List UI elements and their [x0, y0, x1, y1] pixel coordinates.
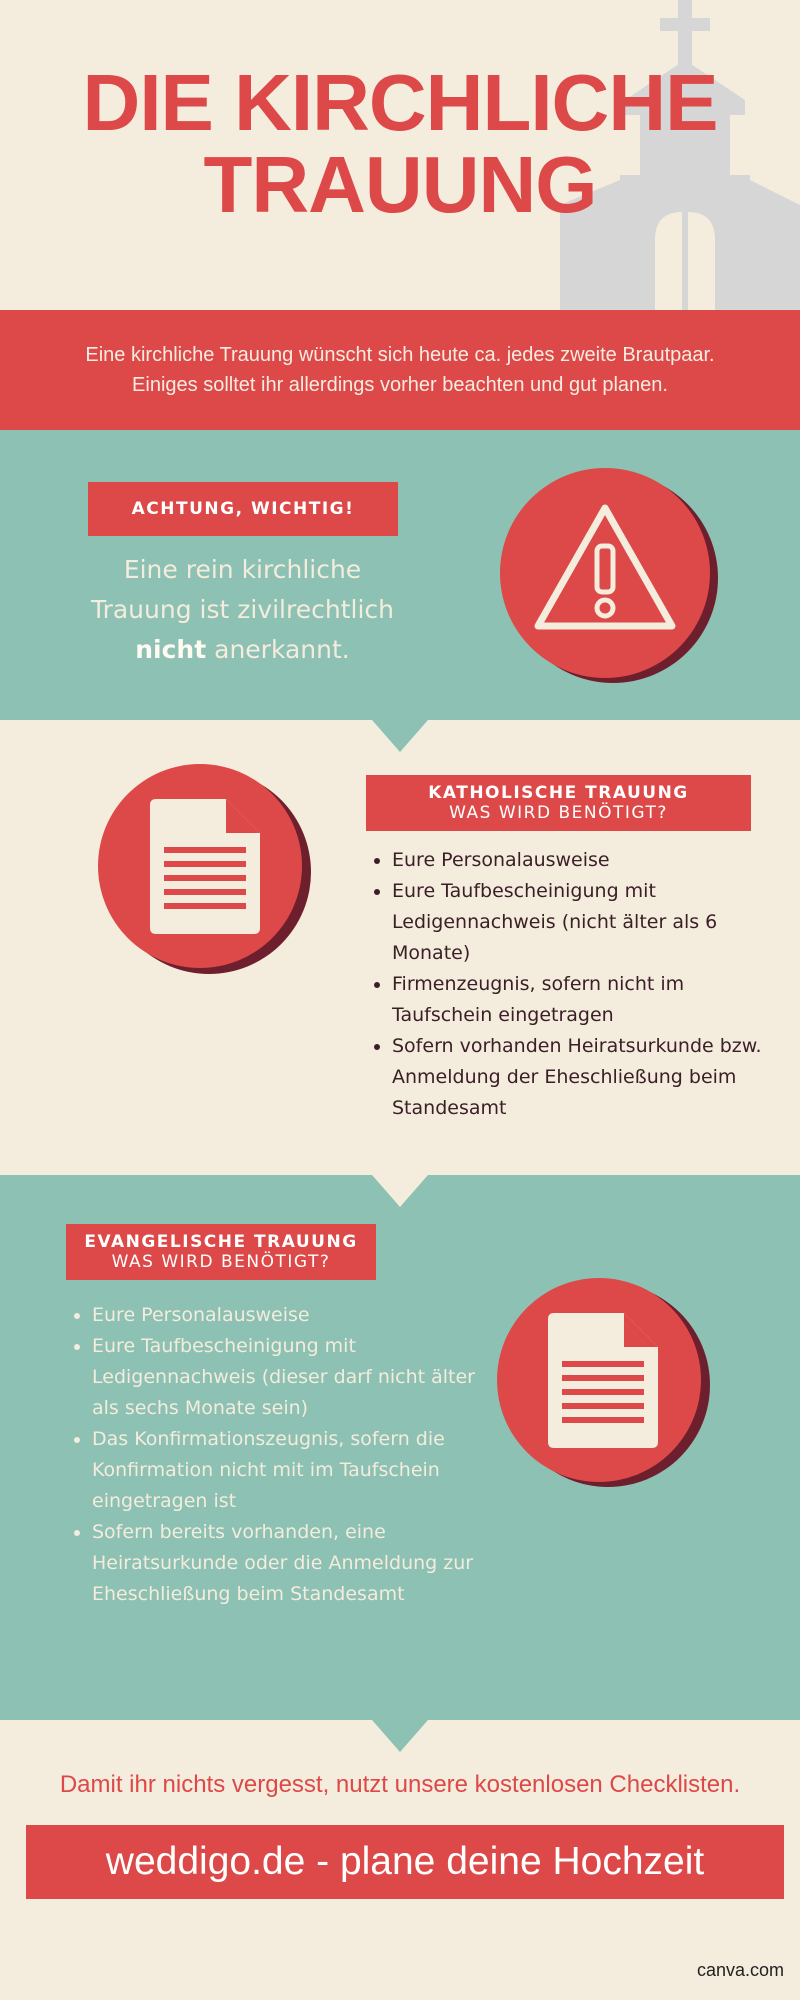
title-line-1: DIE KIRCHLICHE: [82, 58, 718, 147]
cta-link[interactable]: weddigo.de - plane deine Hochzeit: [105, 1840, 705, 1883]
list-item: • Eure Personalausweise: [392, 845, 777, 876]
checklist-text: Damit ihr nichts vergesst, nutzt unsere kostenlosen Checklisten.: [59, 1771, 741, 1798]
warning-text-bold: nicht: [135, 635, 207, 664]
list-item: • Eure Taufbescheinigung mit Ledigennachweis (dieser darf nicht älter als sechs Monate sein): [92, 1331, 477, 1424]
warning-section: [0, 430, 800, 720]
evangelical-section: [0, 1175, 800, 1720]
canva-credit: canva.com: [696, 1960, 784, 1980]
intro-band: [0, 310, 800, 430]
warning-text-before: Eine rein kirchliche Trauung ist zivilrechtlich: [90, 555, 394, 624]
list-item: • Firmenzeugnis, sofern nicht im Taufschein eingetragen: [392, 969, 777, 1031]
list-item: • Eure Personalausweise: [92, 1300, 477, 1331]
evangelical-label: [66, 1224, 376, 1280]
section-pointer-3: [372, 1720, 428, 1752]
section-pointer-2: [372, 1175, 428, 1207]
list-item: • Das Konfirmationszeugnis, sofern die Konfirmation nicht mit im Taufschein eingetragen ist: [92, 1424, 477, 1517]
title-line-2: TRAUUNG: [203, 140, 597, 229]
catholic-label-main: KATHOLISCHE TRAUUNG: [428, 783, 689, 803]
catholic-requirements-list: [370, 845, 777, 1124]
intro-text: [40, 340, 760, 400]
page-title: [0, 58, 800, 229]
document-icon: [150, 799, 260, 934]
warning-triangle-icon: [530, 498, 680, 638]
warning-text-after: anerkannt.: [214, 635, 350, 664]
intro-line-2: Einiges solltet ihr allerdings vorher beachten und gut planen.: [132, 374, 668, 396]
header: [0, 0, 800, 310]
list-item: • Sofern vorhanden Heiratsurkunde bzw. Anmeldung der Eheschließung beim Standesamt: [392, 1031, 777, 1124]
document-icon: [548, 1313, 658, 1448]
catholic-label-sub: WAS WIRD BENÖTIGT?: [449, 803, 668, 823]
intro-line-1: Eine kirchliche Trauung wünscht sich heute ca. jedes zweite Brautpaar.: [85, 344, 715, 366]
cta-banner[interactable]: [26, 1825, 784, 1899]
list-item: • Sofern bereits vorhanden, eine Heiratsurkunde oder die Anmeldung zur Eheschließung beim Standesamt: [92, 1517, 477, 1610]
list-item: • Eure Taufbescheinigung mit Ledigennachweis (nicht älter als 6 Monate): [392, 876, 777, 969]
warning-label: ACHTUNG, WICHTIG!: [88, 482, 398, 536]
evangelical-requirements-list: [70, 1300, 477, 1610]
catholic-section: [0, 720, 800, 1175]
catholic-label: [366, 775, 751, 831]
evangelical-label-main: EVANGELISCHE TRAUUNG: [84, 1232, 358, 1252]
evangelical-label-sub: WAS WIRD BENÖTIGT?: [111, 1252, 331, 1272]
warning-text: [80, 550, 405, 670]
